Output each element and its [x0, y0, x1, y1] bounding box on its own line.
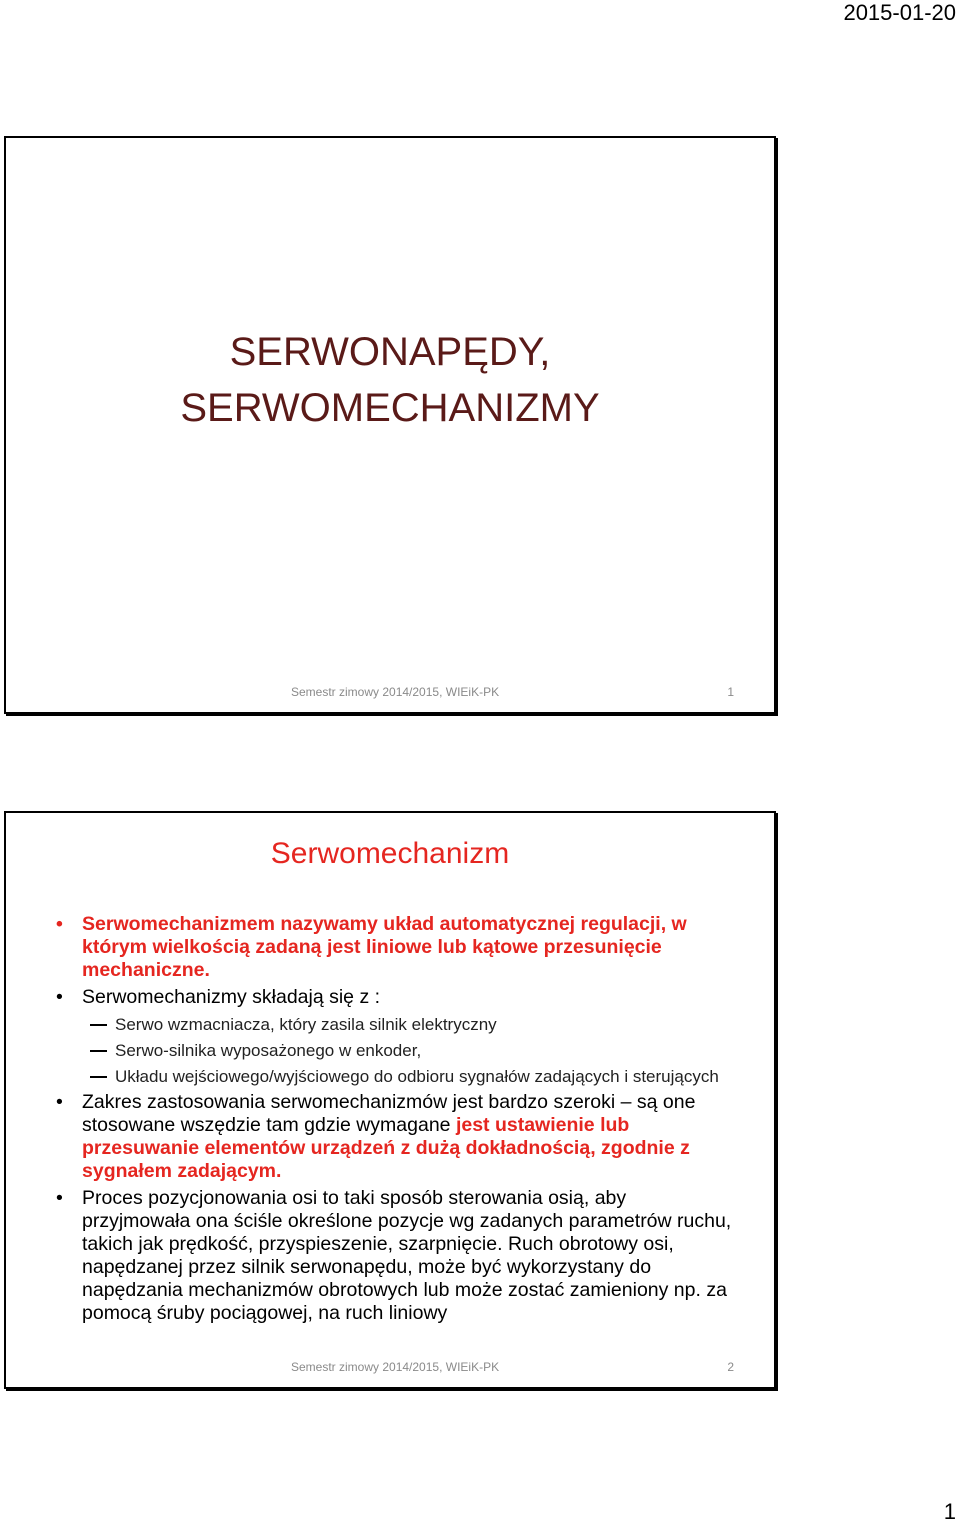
- bullet-definition: [56, 913, 736, 982]
- slide-1-title-line-2: SERWOMECHANIZMY: [180, 386, 600, 430]
- bullet-definition-text: Serwomechanizmem nazywamy układ automatycznej regulacji, w którym wielkością zadaną jest liniowe lub kątowe przesunięcie mechaniczne.: [82, 913, 687, 981]
- slide-2-footer: [291, 1360, 734, 1374]
- bullet-components-text: Serwomechanizmy składają się z :: [82, 986, 381, 1008]
- slide-2-body: [56, 913, 736, 1325]
- page-number: 1: [943, 1499, 956, 1524]
- slide-2: [4, 811, 776, 1389]
- slide-2-footer-text: Semestr zimowy 2014/2015, WIEiK-PK: [291, 1360, 500, 1374]
- slide-1-title: [6, 324, 774, 436]
- dash-icon: [90, 1076, 107, 1078]
- slide-1-footer: [291, 685, 734, 699]
- sub-item-motor: [56, 1040, 736, 1061]
- slide-1-number: 1: [727, 685, 734, 699]
- bullet-icon: •: [56, 1187, 63, 1209]
- bullet-icon: •: [56, 913, 63, 935]
- slide-1-footer-text: Semestr zimowy 2014/2015, WIEiK-PK: [291, 685, 500, 699]
- bullet-positioning: [56, 1187, 736, 1325]
- sub-item-io: [56, 1066, 736, 1087]
- slide-1: [4, 136, 776, 714]
- bullet-components: [56, 986, 736, 1009]
- sub-item-io-text: Układu wejściowego/wyjściowego do odbioru sygnałów zadających i sterujących: [115, 1067, 719, 1086]
- sub-item-amplifier-text: Serwo wzmacniacza, który zasila silnik elektryczny: [115, 1015, 497, 1034]
- slide-2-title: Serwomechanizm: [270, 837, 510, 870]
- page-date: 2015-01-20: [843, 0, 956, 25]
- slide-1-title-line-1: SERWONAPĘDY,: [229, 330, 551, 374]
- bullet-icon: •: [56, 986, 63, 1008]
- bullet-applications-text: Zakres zastosowania serwomechanizmów jest bardzo szeroki – są one stosowane wszędzie tam gdzie wymagane: [82, 1091, 696, 1136]
- bullet-positioning-text: Proces pozycjonowania osi to taki sposób sterowania osią, aby przyjmowała ona ściśle określone pozycje wg zadanych parametrów ruchu, takich jak prędkość, przyspieszenie, szarpnięcie. Ruch obrotowy osi, napędzanej przez silnik serwonapędu, może być wykorzystany do napędzania mechanizmów obrotowych lub może zostać zamieniony np. za pomocą śruby pociągowej, na ruch liniowy: [82, 1187, 732, 1324]
- bullet-applications: [56, 1091, 736, 1183]
- bullet-icon: •: [56, 1091, 63, 1113]
- bullet-applications-highlight: jest ustawienie lub przesuwanie elementów urządzeń z dużą dokładnością, zgodnie z sygnałem zadającym.: [82, 1114, 690, 1182]
- sub-item-amplifier: [56, 1014, 736, 1035]
- slide-2-number: 2: [727, 1360, 734, 1374]
- dash-icon: [90, 1050, 107, 1052]
- dash-icon: [90, 1024, 107, 1026]
- sub-item-motor-text: Serwo-silnika wyposażonego w enkoder,: [115, 1041, 422, 1060]
